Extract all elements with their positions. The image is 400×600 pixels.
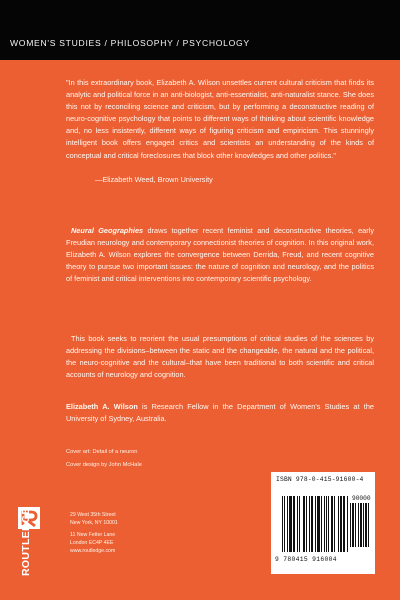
barcode-stripe — [343, 496, 345, 552]
address-uk-line-1: 11 New Fetter Lane — [70, 532, 116, 539]
barcode-stripe — [284, 496, 285, 552]
address-us-line-2: New York, NY 10001 — [70, 519, 118, 526]
top-black-band — [0, 0, 400, 60]
barcode-stripe — [340, 496, 342, 552]
author-bio — [66, 401, 374, 425]
barcode-stripe — [334, 496, 335, 552]
routledge-logo — [18, 507, 47, 577]
ean-number: 9 780415 916004 — [275, 556, 337, 563]
address-uk-line-2: London EC4P 4EE — [70, 540, 114, 547]
author-name: Elizabeth A. Wilson — [66, 402, 138, 411]
barcode-stripe — [365, 503, 367, 547]
endorsement-quote: "In this extraordinary book, Elizabeth A. Wilson unsettles current cultural criticism that finds its analytic and political force in an anti-biologist, anti-essentialist, anti-naturalist stance. She does this not by reconciling science and criticism, but by performing a deconstructive reading of neuro-cognitive psychology that points to different ways of thinking about scientific knowledge and, no less insistently, different ways of figuring criticism and empiricism. This stunningly intelligent book offers engaged critics and scientists an understanding of the kinds of conceptual and critical foreclosures that block other knowledges and other politics." — [66, 78, 374, 160]
price-addon-code: 90000 — [352, 495, 371, 502]
barcode-stripe — [326, 496, 327, 552]
barcode-stripe — [299, 496, 300, 552]
barcode-stripe — [352, 503, 354, 547]
barcode-stripe — [338, 496, 339, 552]
barcode-stripe — [350, 503, 351, 547]
logo-wordmark: ROUTLEDGE — [20, 507, 32, 576]
barcode-stripe — [289, 496, 292, 552]
barcode-stripe — [355, 503, 356, 547]
publisher-website: www.routledge.com — [70, 547, 116, 554]
barcode-stripe — [297, 496, 298, 552]
barcode-stripe — [317, 496, 320, 552]
barcode-stripe — [309, 496, 310, 552]
barcode-stripe — [363, 503, 364, 547]
barcode-stripe — [306, 496, 307, 552]
quote-attribution: —Elizabeth Weed, Brown University — [95, 175, 213, 184]
subject-categories: WOMEN'S STUDIES / PHILOSOPHY / PSYCHOLOGY — [10, 38, 250, 48]
address-us-line-1: 29 West 35th Street — [70, 512, 116, 518]
isbn-barcode-panel — [271, 472, 375, 574]
barcode-stripe — [324, 496, 325, 552]
barcode-stripe — [303, 496, 305, 552]
cover-art-credit: Cover art: Detail of a neuron — [66, 449, 138, 455]
barcode-stripe — [328, 496, 329, 552]
barcode-stripe — [287, 496, 288, 552]
barcode-stripe — [331, 496, 333, 552]
book-description-paragraph-1 — [66, 225, 374, 285]
publisher-address — [70, 512, 118, 556]
barcode-stripe — [347, 496, 348, 552]
barcode-stripe — [368, 503, 369, 547]
book-description-paragraph-2: This book seeks to reorient the usual presumptions of critical studies of the sciences by addressing the divisions–between the static and the changeable, the natural and the political, the neuro-cognitive and the cultural–that have been traditional to both scientific and critical accounts of neurology and cognition. — [66, 334, 374, 380]
barcode-stripe — [311, 496, 313, 552]
barcode-stripe — [293, 496, 295, 552]
isbn-number: ISBN 978-0-415-91600-4 — [276, 476, 364, 483]
description-1-text: draws together recent feminist and deconstructive theories, early Freudian neurology and contemporary connectionist theories of cognition. In this original work, Elizabeth A. Wilson explores the convergence between Derrida, Freud, and recent cognitive theory to pursue two important issues: the nature of cognition and neurology, and the politics of feminist and critical interventions into contemporary scientific psychology. — [66, 226, 374, 284]
barcode-stripe — [282, 496, 283, 552]
barcode-stripe — [315, 496, 316, 552]
book-title: Neural Geographies — [71, 226, 144, 235]
cover-design-credit: Cover design by John McHale — [66, 462, 142, 468]
barcode-main — [282, 496, 349, 552]
barcode-stripe — [321, 496, 322, 552]
barcode-stripe — [358, 503, 359, 547]
barcode-stripe — [360, 503, 362, 547]
barcode-addon — [350, 503, 371, 547]
author-bio-text: is Research Fellow in the Department of Women's Studies at the University of Sydney, Australia. — [66, 402, 374, 424]
